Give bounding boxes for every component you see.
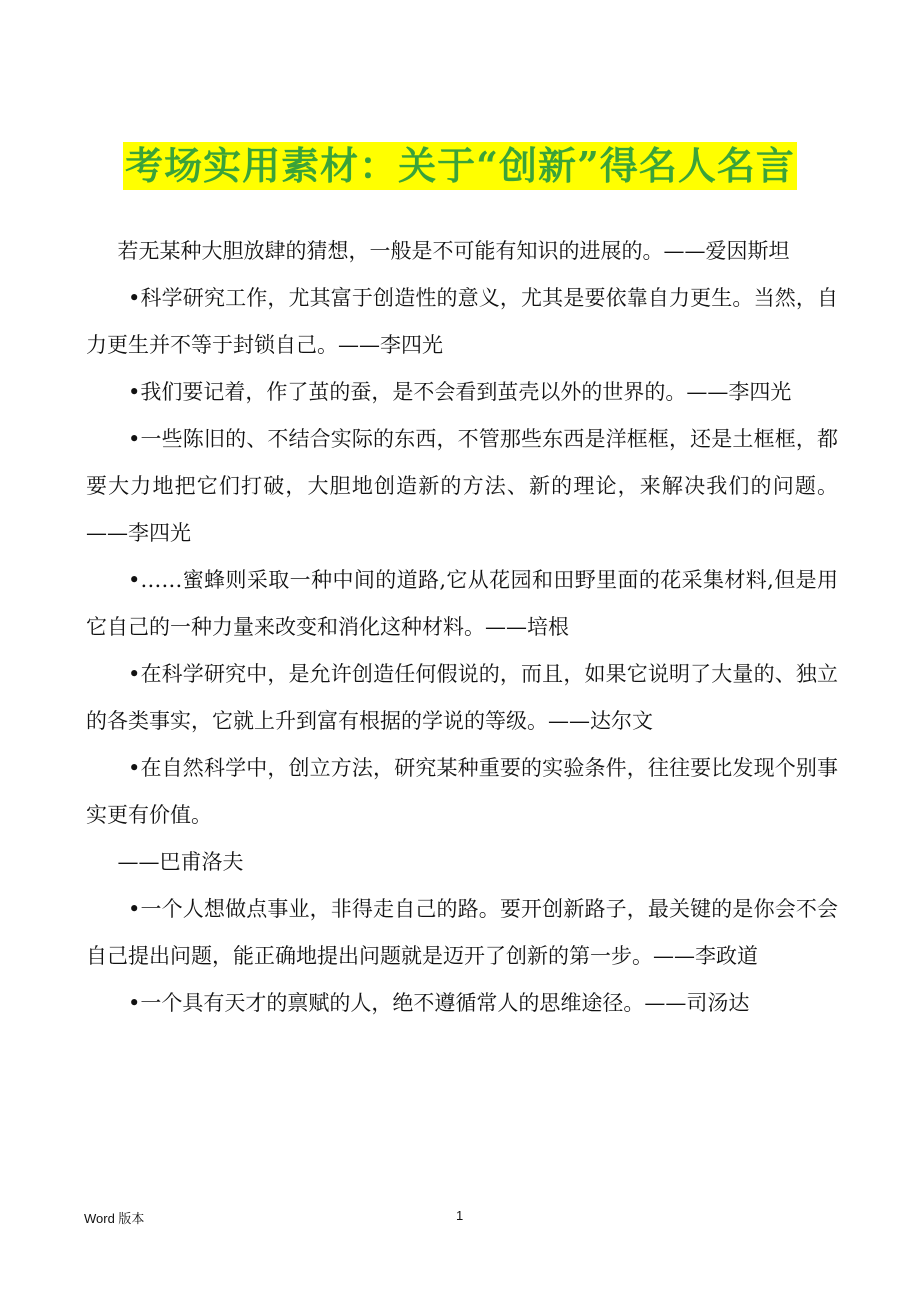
paragraph: •一些陈旧的、不结合实际的东西，不管那些东西是洋框框，还是土框框，都要大力地把它们打破，大胆地创造新的方法、新的理论，来解决我们的问题。——李四光 [86,427,838,545]
paragraph: •……蜜蜂则采取一种中间的道路,它从花园和田野里面的花采集材料,但是用它自己的一种力量来改变和消化这种材料。——培根 [86,568,838,639]
footer-label: Word 版本 [84,1211,145,1226]
paragraph: •在自然科学中，创立方法，研究某种重要的实验条件，往往要比发现个别事实更有价值。 [86,756,838,827]
paragraph: •我们要记着，作了茧的蚕，是不会看到茧壳以外的世界的。——李四光 [128,380,792,404]
paragraph: 若无某种大胆放肆的猜想，一般是不可能有知识的进展的。——爱因斯坦 [117,239,790,263]
page-title: 考场实用素材：关于“创新”得名人名言 [125,143,795,188]
paragraph: •一个具有天才的禀赋的人，绝不遵循常人的思维途径。——司汤达 [128,991,750,1015]
page-number: 1 [456,1208,464,1223]
document-body [86,228,838,1027]
paragraph: •一个人想做点事业，非得走自己的路。要开创新路子，最关键的是你会不会自己提出问题，能正确地提出问题就是迈开了创新的第一步。——李政道 [86,897,838,968]
paragraph-signature: ——巴甫洛夫 [117,850,244,874]
title-wrap [0,142,920,190]
paragraph: •科学研究工作，尤其富于创造性的意义，尤其是要依靠自力更生。当然，自力更生并不等于封锁自己。——李四光 [86,286,838,357]
paragraph: •在科学研究中，是允许创造任何假说的，而且，如果它说明了大量的、独立的各类事实，它就上升到富有根据的学说的等级。——达尔文 [86,662,838,733]
